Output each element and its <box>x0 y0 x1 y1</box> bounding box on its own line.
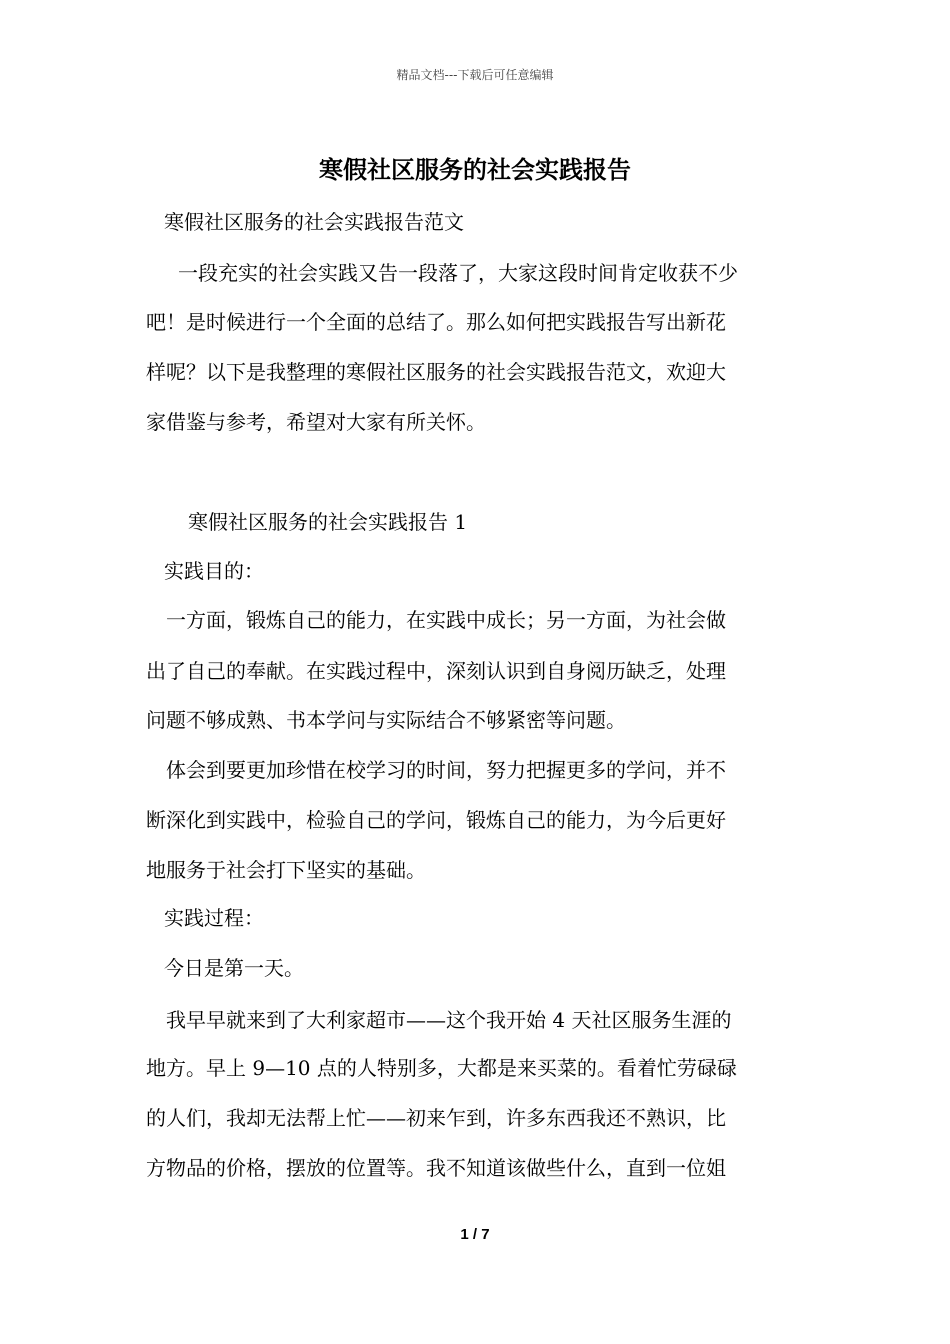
document-title: 寒假社区服务的社会实践报告 <box>319 156 631 184</box>
body-line: 问题不够成熟、书本学问与实际结合不够紧密等问题。 <box>146 708 626 732</box>
body-line: 的人们，我却无法帮上忙——初来乍到，许多东西我还不熟识，比 <box>146 1106 726 1130</box>
subtitle-line: 寒假社区服务的社会实践报告范文 <box>164 210 464 234</box>
body-line: 断深化到实践中，检验自己的学问，锻炼自己的能力，为今后更好 <box>146 808 726 832</box>
header-note: 精品文档---下载后可任意编辑 <box>396 68 554 82</box>
body-line: 吧！是时候进行一个全面的总结了。那么如何把实践报告写出新花 <box>146 310 726 334</box>
body-line: 方物品的价格，摆放的位置等。我不知道该做些什么，直到一位姐 <box>146 1156 726 1180</box>
body-line: 我早早就来到了大利家超市——这个我开始 4 天社区服务生涯的 <box>166 1008 732 1032</box>
body-line: 家借鉴与参考，希望对大家有所关怀。 <box>146 410 486 434</box>
section-label: 实践目的： <box>164 559 264 583</box>
body-line: 出了自己的奉献。在实践过程中，深刻认识到自身阅历缺乏，处理 <box>146 659 726 683</box>
body-line: 地方。早上 9—10 点的人特别多，大都是来买菜的。看着忙劳碌碌 <box>146 1056 737 1080</box>
body-line: 体会到要更加珍惜在校学习的时间，努力把握更多的学问，并不 <box>166 758 726 782</box>
body-line: 一方面，锻炼自己的能力，在实践中成长；另一方面，为社会做 <box>166 608 726 632</box>
section-label: 实践过程： <box>164 906 264 930</box>
body-line: 地服务于社会打下坚实的基础。 <box>146 858 426 882</box>
page-number: 1 / 7 <box>460 1226 490 1243</box>
body-line: 样呢？以下是我整理的寒假社区服务的社会实践报告范文，欢迎大 <box>146 360 726 384</box>
section-heading: 寒假社区服务的社会实践报告 1 <box>188 510 468 534</box>
body-line: 一段充实的社会实践又告一段落了，大家这段时间肯定收获不少 <box>178 261 738 285</box>
body-line: 今日是第一天。 <box>164 956 304 980</box>
